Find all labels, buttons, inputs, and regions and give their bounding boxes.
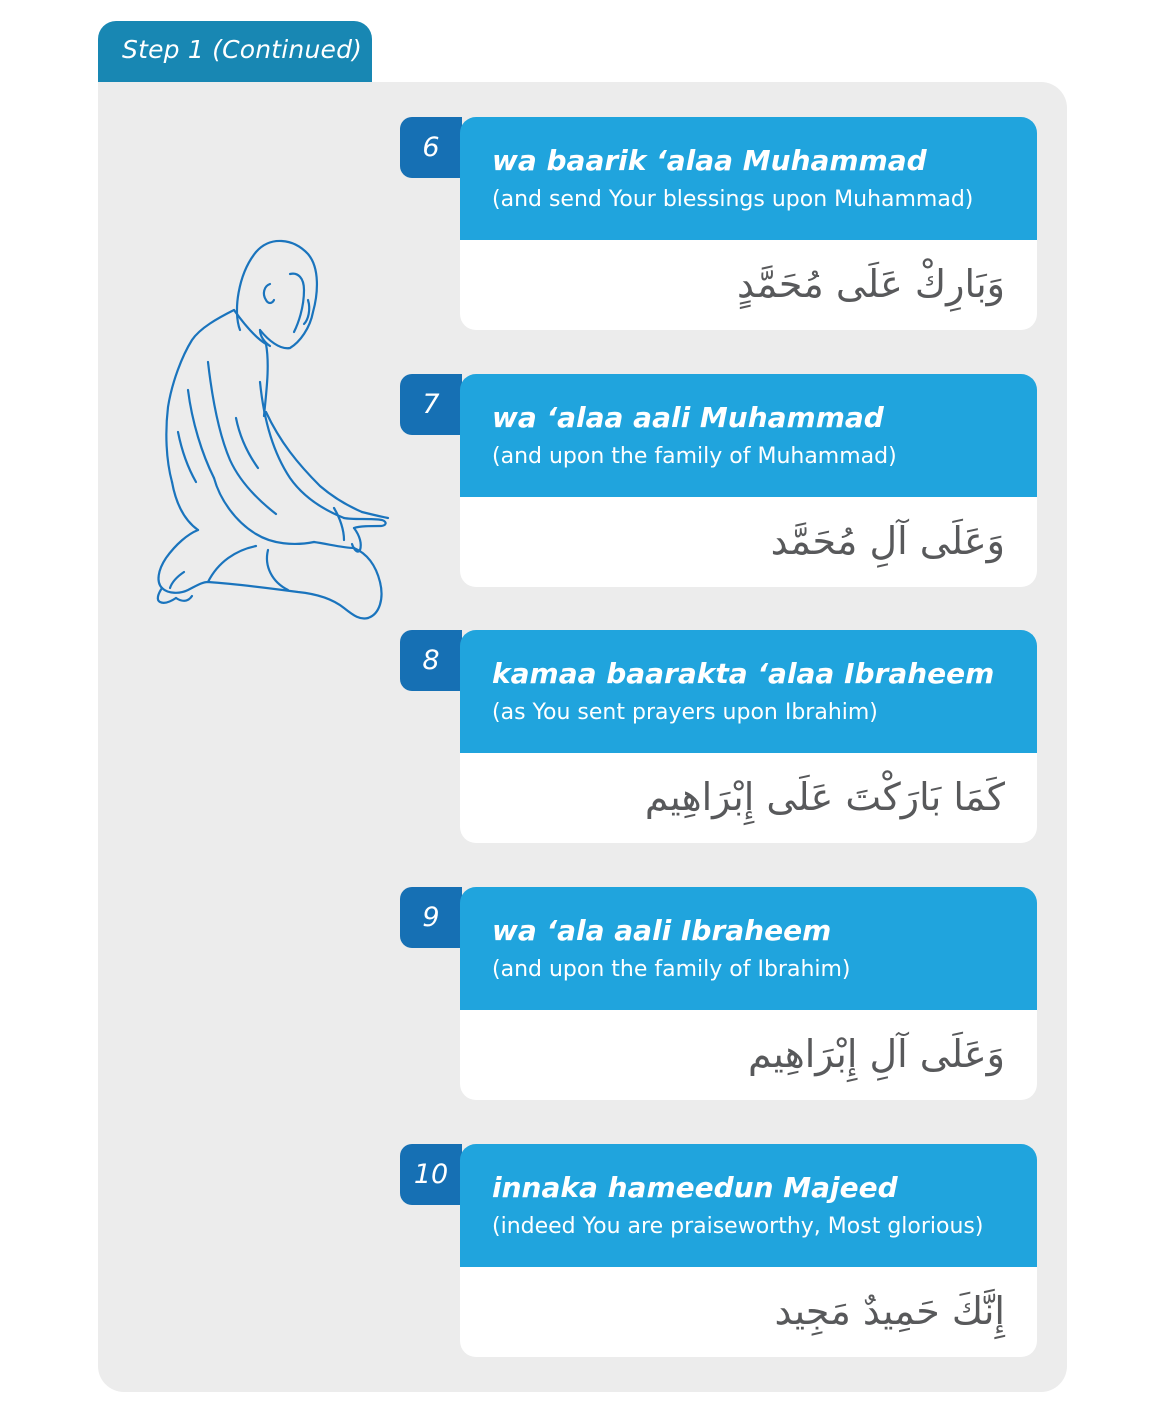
card-body [460,497,1037,587]
transliteration: wa ‘ala aali Ibraheem [492,914,832,947]
seated-prayer-figure-icon [148,232,398,627]
transliteration: wa baarik ‘alaa Muhammad [492,144,927,177]
translation: (and upon the family of Muhammad) [492,444,897,469]
card-body [460,240,1037,330]
step-number-badge: 9 [400,887,462,948]
dua-card [400,630,1037,843]
card-body [460,753,1037,843]
step-tab [98,21,372,83]
card-header [460,374,1037,497]
dua-card [400,117,1037,330]
translation: (and upon the family of Ibrahim) [492,957,851,982]
step-title: Step 1 (Continued) [122,35,363,64]
translation: (as You sent prayers upon Ibrahim) [492,700,878,725]
card-body [460,1267,1037,1357]
step-number-badge: 8 [400,630,462,691]
dua-card [400,1144,1037,1357]
card-body [460,1010,1037,1100]
arabic-text: كَمَا بَارَكْتَ عَلَى إِبْرَاهِيم [644,775,1005,819]
card-header [460,117,1037,240]
arabic-text: وَعَلَى آلِ مُحَمَّد [770,519,1005,563]
step-number-badge: 7 [400,374,462,435]
dua-card [400,374,1037,587]
arabic-text: وَعَلَى آلِ إِبْرَاهِيم [747,1032,1005,1076]
translation: (and send Your blessings upon Muhammad) [492,187,974,212]
transliteration: wa ‘alaa aali Muhammad [492,401,884,434]
translation: (indeed You are praiseworthy, Most glorious) [492,1214,984,1239]
card-header [460,887,1037,1010]
card-header [460,630,1037,753]
transliteration: innaka hameedun Majeed [492,1171,898,1204]
dua-card [400,887,1037,1100]
arabic-text: وَبَارِكْ عَلَى مُحَمَّدٍ [736,262,1005,306]
transliteration: kamaa baarakta ‘alaa Ibraheem [492,657,995,690]
step-number-badge: 10 [400,1144,462,1205]
card-header [460,1144,1037,1267]
step-number-badge: 6 [400,117,462,178]
arabic-text: إِنَّكَ حَمِيدٌ مَجِيد [774,1289,1005,1333]
